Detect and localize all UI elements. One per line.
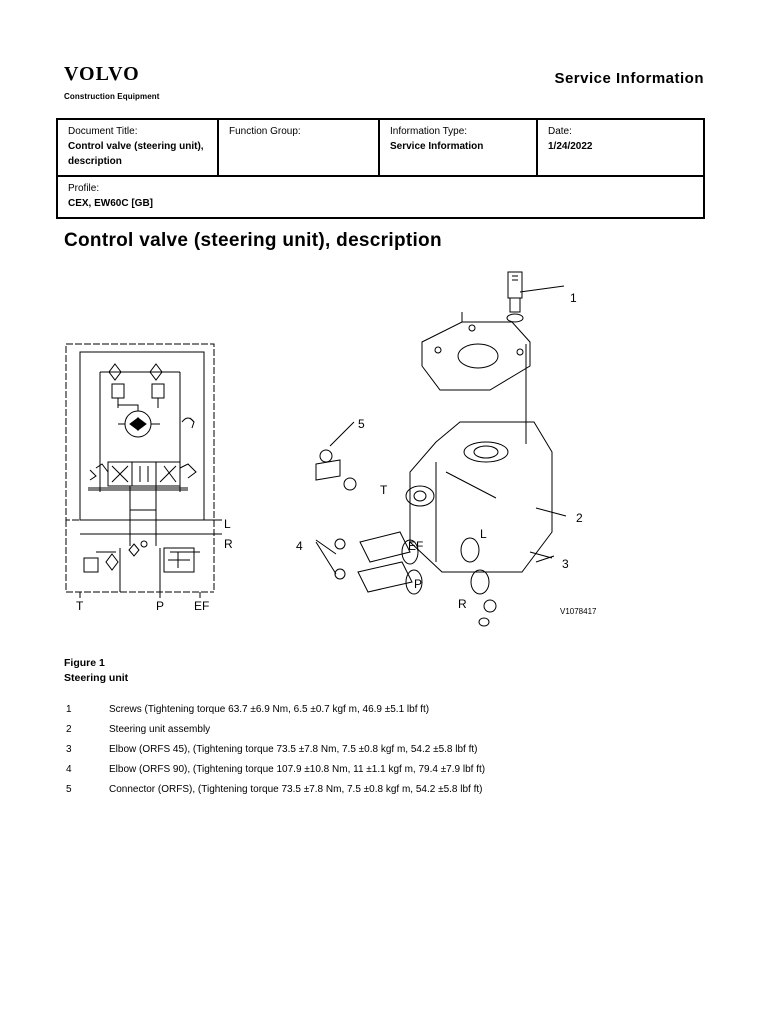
parts-list-item: [66, 723, 485, 743]
drawing-port-label: R: [458, 597, 467, 611]
schematic-port-label: L: [224, 517, 231, 531]
hydraulic-schematic: [66, 344, 222, 598]
schematic-port-label: P: [156, 599, 165, 613]
parts-list-item: [66, 703, 485, 723]
page-title: Control valve (steering unit), description: [64, 230, 442, 251]
figure-caption: [64, 656, 128, 686]
callout-label: 2: [576, 511, 583, 525]
parts-list: [66, 703, 485, 803]
callout-label: 5: [358, 417, 365, 431]
item-number: 4: [66, 764, 72, 775]
callout-label: 3: [562, 557, 569, 571]
parts-list-item: [66, 783, 485, 803]
doc-title-cell: [57, 119, 218, 176]
volvo-logo: [64, 64, 160, 101]
figure-number: Figure 1: [64, 657, 105, 669]
service-information-title: Service Information: [554, 70, 704, 87]
steering-unit-figure: [60, 262, 608, 632]
schematic-port-labels: [76, 517, 233, 613]
logo-subtitle: Construction Equipment: [64, 92, 160, 101]
profile-cell: [57, 176, 704, 218]
info-type-value: Service Information: [390, 141, 484, 152]
function-group-label: Function Group:: [229, 126, 301, 137]
parts-list-item: [66, 743, 485, 763]
item-number: 3: [66, 744, 72, 755]
drawing-port-label: EF: [408, 539, 424, 553]
schematic-port-label: R: [224, 537, 233, 551]
schematic-port-label: EF: [194, 599, 210, 613]
info-type-label: Information Type:: [390, 126, 468, 137]
item-description: Connector (ORFS), (Tightening torque 73.5 ±7.8 Nm, 7.5 ±0.8 kgf m, 54.2 ±5.8 lbf ft): [109, 784, 483, 795]
figure-drawing: [60, 262, 608, 632]
function-group-cell: [218, 119, 379, 176]
drawing-port-label: P: [414, 577, 423, 591]
item-number: 2: [66, 724, 72, 735]
drawing-port-label: L: [480, 527, 487, 541]
item-number: 1: [66, 704, 72, 715]
steering-unit-drawing: [316, 272, 566, 626]
logo-wordmark: VOLVO: [64, 63, 140, 85]
date-cell: [537, 119, 704, 176]
figure-reference: V1078417: [560, 607, 597, 616]
document-meta-table: [56, 118, 705, 219]
profile-value: CEX, EW60C [GB]: [68, 198, 154, 209]
figure-title: Steering unit: [64, 672, 129, 684]
item-description: Elbow (ORFS 90), (Tightening torque 107.9 ±10.8 Nm, 11 ±1.1 kgf m, 79.4 ±7.9 lbf ft): [109, 764, 486, 775]
parts-list-item: [66, 763, 485, 783]
item-description: Elbow (ORFS 45), (Tightening torque 73.5 ±7.8 Nm, 7.5 ±0.8 kgf m, 54.2 ±5.8 lbf ft): [109, 744, 478, 755]
doc-title-label: Document Title:: [68, 126, 138, 137]
doc-title-value: Control valve (steering unit), description: [68, 141, 204, 167]
profile-label: Profile:: [68, 183, 100, 194]
drawing-port-label: T: [380, 483, 388, 497]
date-label: Date:: [548, 126, 572, 137]
callout-label: 4: [296, 539, 303, 553]
item-number: 5: [66, 784, 72, 795]
date-value: 1/24/2022: [548, 141, 593, 152]
info-type-cell: [379, 119, 537, 176]
schematic-port-label: T: [76, 599, 84, 613]
item-description: Steering unit assembly: [109, 724, 211, 735]
item-description: Screws (Tightening torque 63.7 ±6.9 Nm, 6.5 ±0.7 kgf m, 46.9 ±5.1 lbf ft): [109, 704, 430, 715]
callout-label: 1: [570, 291, 577, 305]
